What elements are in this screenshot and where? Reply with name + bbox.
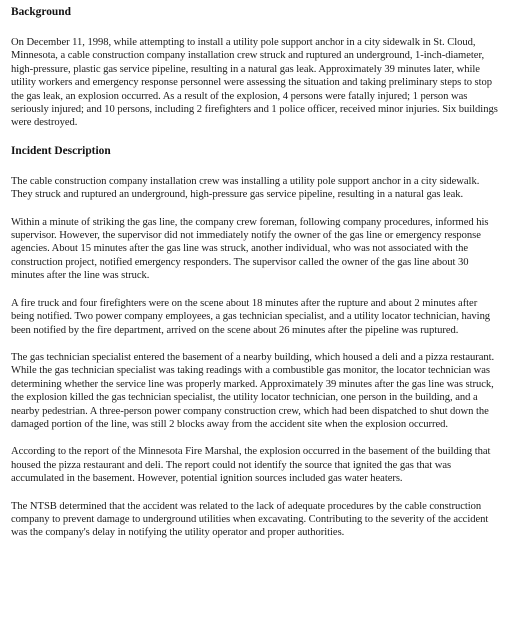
incident-paragraph-crew: The cable construction company installation crew was installing a utility pole support anchor in a city sidewalk. They struck and ruptured an underground, high-pressure gas service pipeline, resulting in a natural gas leak. (11, 175, 480, 201)
incident-paragraph-response: A fire truck and four firefighters were on the scene about 18 minutes after the rupture and about 2 minutes after being notified. Two power company employees, a gas technician specialist, and a utility locator technician, having been notified by the fire department, arrived on the scene about 26 minutes after the pipeline was ruptured. (11, 297, 491, 336)
incident-paragraph-ntsb: The NTSB determined that the accident was related to the lack of adequate procedures by the cable construction company to prevent damage to underground utilities when excavating. Contributing to the severity of the accident was the company's delay in notifying the utility operator and proper authorities. (11, 500, 489, 539)
background-section (11, 6, 498, 130)
background-heading: Background (11, 6, 71, 18)
incident-paragraph-explosion: The gas technician specialist entered the basement of a nearby building, which housed a deli and a pizza restaurant. While the gas technician specialist was taking readings with a combustible gas monitor, the locator technician was determining whether the service line was properly marked. Approximately 39 minutes after the gas line was struck, the explosion killed the gas technician specialist, the utility locator technician, one person in the building, and a nearby pedestrian. A three-person power company construction crew, which had been dispatched to shut down the damaged portion of the line, was still 2 blocks away from the accident site when the explosion occurred. (11, 351, 495, 430)
incident-paragraph-notification: Within a minute of striking the gas line, the company crew foreman, following company procedures, informed his supervisor. However, the supervisor did not immediately notify the owner of the gas line or emergency response agencies. About 15 minutes after the gas line was struck, another individual, who was not associated with the construction project, notified emergency responders. The supervisor called the owner of the gas line about 30 minutes after the line was struck. (11, 216, 489, 282)
incident-description-section (11, 145, 498, 540)
incident-paragraph-fire-marshal: According to the report of the Minnesota Fire Marshal, the explosion occurred in the basement of the building that housed the pizza restaurant and deli. The report could not identify the source that ignited the gas that was accumulated in the basement. However, potential ignition sources included gas water heaters. (11, 446, 491, 485)
background-paragraph: On December 11, 1998, while attempting to install a utility pole support anchor in a city sidewalk in St. Cloud, Minnesota, a cable construction company installation crew struck and ruptured an underground, 1-inch-diameter, high-pressure, plastic gas service pipeline, resulting in a natural gas leak. Approximately 39 minutes later, while utility workers and emergency response personnel were assessing the situation and taking preliminary steps to stop the gas leak, an explosion occurred. As a result of the explosion, 4 persons were fatally injured; 1 person was seriously injured; and 10 persons, including 2 firefighters and 1 police officer, received minor injuries. Six buildings were destroyed. (11, 37, 498, 129)
incident-description-heading: Incident Description (11, 144, 111, 157)
